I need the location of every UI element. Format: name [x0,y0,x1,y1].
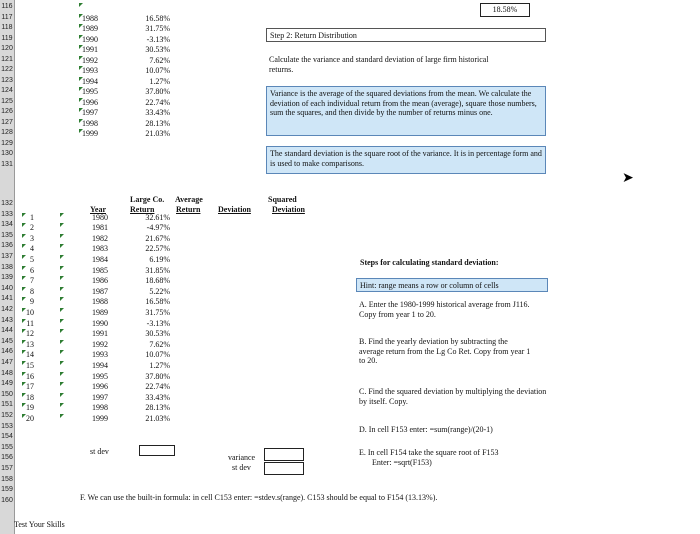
table-return: -3.13% [146,318,170,328]
table-index: 4 [30,244,34,254]
table-return: 33.43% [145,392,170,402]
top-year: 1989 [82,24,98,33]
step-title: Step 2: Return Distribution [266,28,546,42]
table-return: 31.85% [145,265,170,275]
top-year: 1997 [82,108,98,117]
header-year: Year [90,205,106,214]
stdev-label-2: st dev [232,463,251,472]
table-year: 1987 [92,286,108,296]
row-number: 155 [1,443,13,451]
row-number: 134 [1,221,13,229]
row-number: 121 [1,55,13,63]
mouse-cursor-icon: ➤ [622,171,634,186]
table-year: 1988 [92,297,108,307]
cell-note-flag-icon [60,393,64,397]
row-number: 146 [1,348,13,356]
table-return: 30.53% [145,329,170,339]
step-c: C. Find the squared deviation by multiplying the deviation by itself. Copy. [359,387,547,406]
table-year: 1996 [92,382,108,392]
table-year: 1997 [92,392,108,402]
table-index: 2 [30,223,34,233]
row-number: 154 [1,433,13,441]
table-return: 6.19% [149,255,170,264]
table-return: 28.13% [145,403,170,413]
top-return: 31.75% [145,24,170,33]
row-number: 156 [1,454,13,462]
table-index: 8 [30,286,34,296]
row-number: 133 [1,210,13,218]
row-number: 141 [1,295,13,303]
header-average: Average [175,195,203,204]
steps-title: Steps for calculating standard deviation: [360,258,499,267]
cell-note-flag-icon [60,223,64,227]
table-return: 16.58% [145,297,170,307]
table-index: 14 [26,350,34,360]
row-number: 147 [1,359,13,366]
table-return: 1.27% [149,361,170,370]
top-year: 1992 [82,55,98,65]
table-year: 1982 [92,233,108,243]
table-index: 1 [30,212,34,222]
table-index: 17 [26,382,34,392]
row-number: 123 [1,76,13,84]
row-number: 120 [1,45,13,52]
step-a: A. Enter the 1980-1999 historical average from J116. Copy from year 1 to 20. [359,300,530,319]
cell-note-flag-icon [60,361,64,365]
row-number: 140 [1,284,13,292]
row-number: 119 [1,34,13,42]
last-row-label: Test Your Skills [14,520,65,529]
table-year: 1980 [92,212,108,222]
table-return: 22.74% [145,382,170,392]
cell-note-flag-icon [60,340,64,344]
table-year: 1995 [92,371,108,381]
row-number: 117 [1,13,13,21]
cell-note-flag-icon [60,297,64,301]
top-return: 1.27% [149,76,170,86]
footer-note: F. We can use the built-in formula: in cell C153 enter: =stdev.s(range). C153 should be equal to F154 (13.13%). [80,493,438,502]
table-year: 1985 [92,265,108,275]
header-squared-deviation: Deviation [272,205,305,214]
row-number: 124 [1,87,13,94]
row-number: 152 [1,412,13,419]
row-number: 118 [1,24,13,31]
header-return: Return [130,205,155,214]
cell-note-flag-icon [60,213,64,217]
instruction-text: Calculate the variance and standard deviation of large firm historical returns. [269,55,489,74]
variance-cell[interactable] [264,448,304,461]
table-index: 10 [26,308,34,317]
row-number: 145 [1,337,13,345]
row-number: 159 [1,486,13,494]
table-index: 15 [26,361,34,370]
stdev-label: st dev [90,447,109,456]
row-number: 131 [1,160,13,168]
table-year: 1998 [92,403,108,413]
stdev-note: The standard deviation is the square root of the variance. It is in percentage form and is used to make comparisons. [266,146,546,174]
cell-note-flag-icon [60,244,64,248]
top-return: 16.58% [145,13,170,23]
row-number: 128 [1,129,13,136]
variance-label: variance [228,453,256,462]
row-number: 116 [1,3,13,10]
table-index: 12 [26,329,34,339]
table-return: 10.07% [145,350,170,360]
cell-note-flag-icon [60,234,64,238]
table-return: 21.03% [145,414,170,423]
row-number: 149 [1,380,13,388]
cell-note-flag-icon [60,255,64,259]
table-year: 1984 [92,255,108,264]
cell-note-flag-icon [60,276,64,280]
cell-note-flag-icon [60,308,64,312]
table-year: 1992 [92,339,108,349]
table-year: 1990 [92,318,108,328]
table-index: 20 [26,414,34,423]
top-return: 7.62% [149,55,170,65]
row-number: 151 [1,401,13,409]
table-year: 1986 [92,276,108,286]
table-return: 5.22% [149,286,170,296]
top-year: 1998 [82,118,98,128]
table-return: 31.75% [145,308,170,317]
steps-hint: Hint: range means a row or column of cells [356,278,548,292]
table-index: 9 [30,297,34,307]
table-index: 3 [30,233,34,243]
stdev-result-cell[interactable] [139,445,175,456]
top-year: 1995 [82,87,98,96]
row-number: 130 [1,150,13,157]
top-year: 1994 [82,76,98,86]
table-return: 37.80% [145,371,170,381]
header-large-co: Large Co. [130,195,165,204]
row-number: 139 [1,274,13,282]
top-return: -3.13% [146,34,170,44]
table-return: 7.62% [149,339,170,349]
table-index: 7 [30,276,34,286]
step-e2: Enter: =sqrt(F153) [372,458,432,467]
top-return: 37.80% [145,87,170,96]
cell-note-flag-icon [60,382,64,386]
table-return: 18.68% [145,276,170,286]
top-year: 1996 [82,97,98,107]
cell-note-flag-icon [60,372,64,376]
row-number: 148 [1,369,13,377]
stdev-cell[interactable] [264,462,304,475]
table-year: 1993 [92,350,108,360]
table-index: 18 [26,392,34,402]
cell-note-flag-icon [79,3,83,7]
table-year: 1989 [92,308,108,317]
table-year: 1994 [92,361,108,370]
row-number: 157 [1,465,13,472]
cell-note-flag-icon [60,403,64,407]
table-year: 1991 [92,329,108,339]
row-number: 126 [1,108,13,115]
row-number: 129 [1,139,13,147]
row-number: 143 [1,316,13,324]
row-number: 135 [1,231,13,239]
table-index: 16 [26,371,34,381]
top-year: 1990 [82,34,98,44]
table-index: 5 [30,255,34,264]
row-number: 137 [1,253,13,260]
top-return: 30.53% [145,45,170,54]
row-number: 122 [1,66,13,73]
header-deviation: Deviation [218,205,251,214]
cell-note-flag-icon [60,329,64,333]
row-number: 160 [1,496,13,504]
row-number: 142 [1,306,13,313]
top-return: 10.07% [145,66,170,75]
cell-note-flag-icon [60,414,64,418]
table-index: 6 [30,265,34,275]
cell-note-flag-icon [60,287,64,291]
table-return: 22.57% [145,244,170,254]
table-year: 1999 [92,414,108,423]
row-number: 125 [1,97,13,105]
table-index: 11 [26,318,34,328]
header-average-return: Return [176,205,201,214]
top-return: 28.13% [145,118,170,128]
row-number: 132 [1,200,13,207]
step-e1: E. In cell F154 take the square root of F153 [359,448,499,457]
table-index: 19 [26,403,34,413]
top-year: 1999 [82,129,98,138]
row-number: 144 [1,327,13,335]
header-squared: Squared [268,195,297,204]
table-return: 32.61% [145,212,170,222]
top-year: 1991 [82,45,98,54]
table-year: 1981 [92,223,108,233]
table-return: -4.97% [146,223,170,233]
top-return: 22.74% [145,97,170,107]
top-return: 21.03% [145,129,170,138]
table-return: 21.67% [145,233,170,243]
table-year: 1983 [92,244,108,254]
table-index: 13 [26,339,34,349]
step-b: B. Find the yearly deviation by subtracting the average return from the Lg Co Ret. Copy from year 1 to 20. [359,337,531,365]
row-number: 158 [1,475,13,483]
top-return: 33.43% [145,108,170,117]
cell-note-flag-icon [60,266,64,270]
cell-note-flag-icon [60,350,64,354]
cell-note-flag-icon [60,319,64,323]
row-number: 150 [1,390,13,398]
top-year: 1988 [82,13,98,23]
highlight-cell[interactable]: 18.58% [480,3,530,17]
top-year: 1993 [82,66,98,75]
row-number: 127 [1,118,13,126]
row-number: 138 [1,263,13,271]
step-d: D. In cell F153 enter: =sum(range)/(20-1) [359,425,493,434]
row-number: 153 [1,422,13,430]
row-number: 136 [1,242,13,250]
variance-note: Variance is the average of the squared deviations from the mean. We calculate the deviation of each individual return from the mean (average), square those numbers, sum the squares, and then divide by the number of returns minus one. [266,86,546,136]
